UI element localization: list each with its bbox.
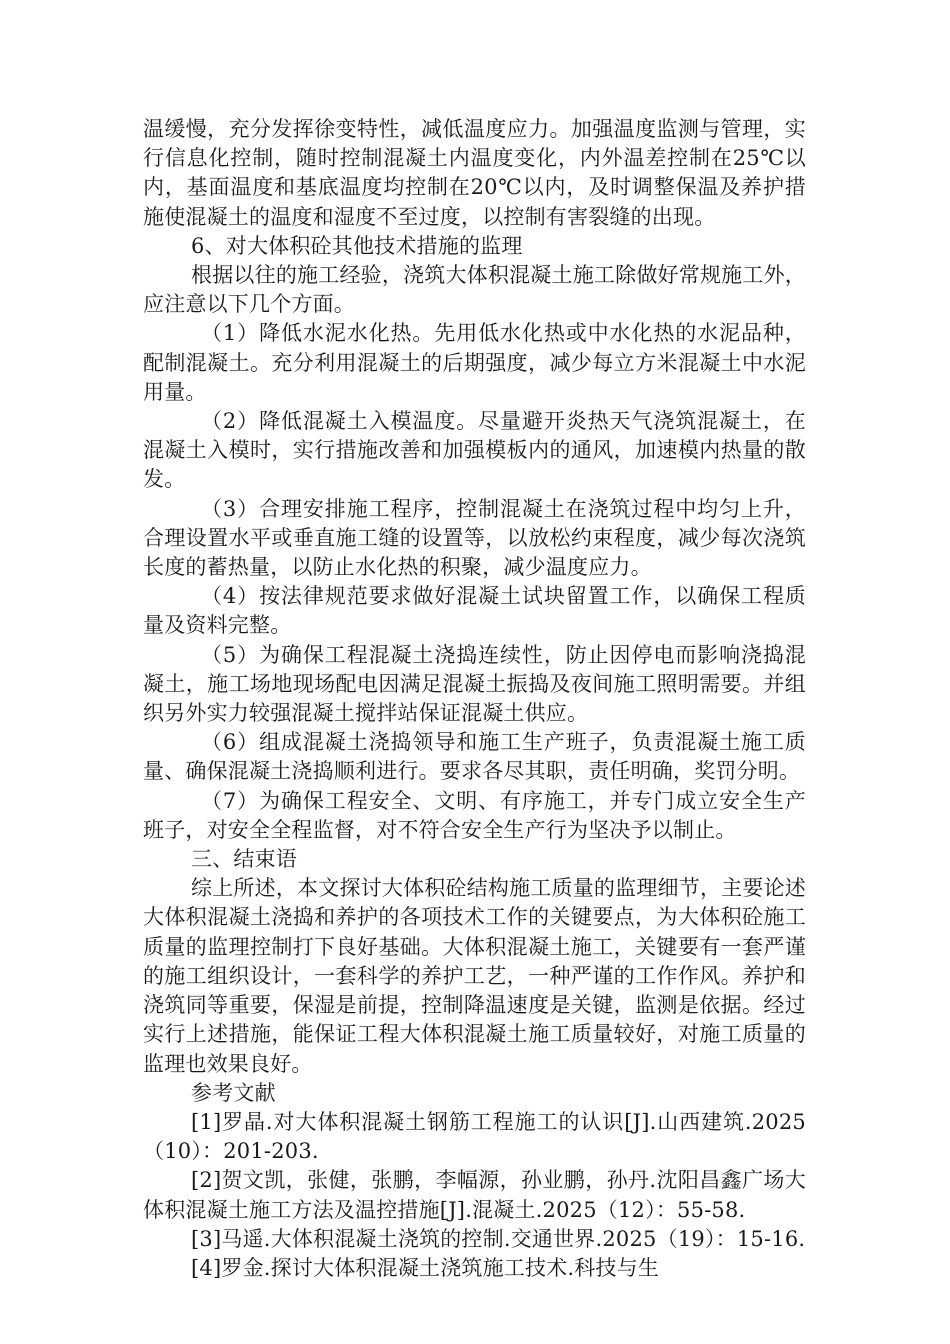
body-paragraph: 综上所述，本文探讨大体积砼结构施工质量的监理细节，主要论述大体积混凝土浇捣和养护的各项技术工作的关键要点，为大体积砼施工质量的监理控制打下良好基础。大体积混凝土施工，关键要有一套严谨的施工组织设计，一套科学的养护工艺，一种严谨的工作作风。养护和浇筑同等重要，保湿是前提，控制降温速度是关键，监测是依据。经过实行上述措施，能保证工程大体积混凝土施工质量较好，对施工质量的监理也效果良好。: [143, 876, 806, 1076]
section-heading: 三、结束语: [191, 847, 297, 872]
list-item: （7）为确保工程安全、文明、有序施工，并专门成立安全生产班子，对安全全程监督，对不符合安全生产行为坚决予以制止。: [143, 788, 806, 842]
reference-item: [1]罗晶.对大体积混凝土钢筋工程施工的认识[J].山西建筑.2025（10）：201-203.: [143, 1109, 806, 1164]
reference-item: [4]罗金.探讨大体积混凝土浇筑施工技术.科技与生: [191, 1255, 660, 1280]
body-paragraph: 根据以往的施工经验，浇筑大体积混凝土施工除做好常规施工外，应注意以下几个方面。: [143, 263, 806, 317]
list-item: （1）降低水泥水化热。先用低水化热或中水化热的水泥品种，配制混凝土。充分利用混凝土的后期强度，减少每立方米混凝土中水泥用量。: [143, 321, 806, 404]
reference-item: [3]马遥.大体积混凝土浇筑的控制.交通世界.2025（19）：15-16.: [191, 1226, 806, 1251]
references-heading: 参考文献: [191, 1080, 276, 1105]
body-paragraph: 温缓慢，充分发挥徐变特性，减低温度应力。加强温度监测与管理，实行信息化控制，随时控制混凝土内温度变化，内外温差控制在25℃以内，基面温度和基底温度均控制在20℃以内，及时调整保温及养护措施使混凝土的温度和湿度不至过度，以控制有害裂缝的出现。: [143, 117, 806, 229]
list-item: （6）组成混凝土浇捣领导和施工生产班子，负责混凝土施工质量、确保混凝土浇捣顺利进行。要求各尽其职，责任明确，奖罚分明。: [143, 730, 806, 784]
list-item: （3）合理安排施工程序，控制混凝土在浇筑过程中均匀上升，合理设置水平或垂直施工缝的设置等，以放松约束程度，减少每次浇筑长度的蓄热量，以防止水化热的积聚，减少温度应力。: [143, 496, 806, 580]
list-item: （5）为确保工程混凝土浇捣连续性，防止因停电而影响浇捣混凝土，施工场地现场配电因满足混凝土振捣及夜间施工照明需要。并组织另外实力较强混凝土搅拌站保证混凝土供应。: [143, 642, 806, 726]
document-page: [143, 115, 806, 1283]
list-item: （2）降低混凝土入模温度。尽量避开炎热天气浇筑混凝土，在混凝土入模时，实行措施改善和加强模板内的通风，加速模内热量的散发。: [143, 409, 806, 492]
section-heading: 6、对大体积砼其他技术措施的监理: [191, 233, 523, 258]
list-item: （4）按法律规范要求做好混凝土试块留置工作，以确保工程质量及资料完整。: [143, 584, 806, 638]
reference-item: [2]贺文凯，张健，张鹏，李幅源，孙业鹏，孙丹.沈阳昌鑫广场大体积混凝土施工方法及温控措施[J].混凝土.2025（12）：55-58.: [143, 1168, 806, 1222]
